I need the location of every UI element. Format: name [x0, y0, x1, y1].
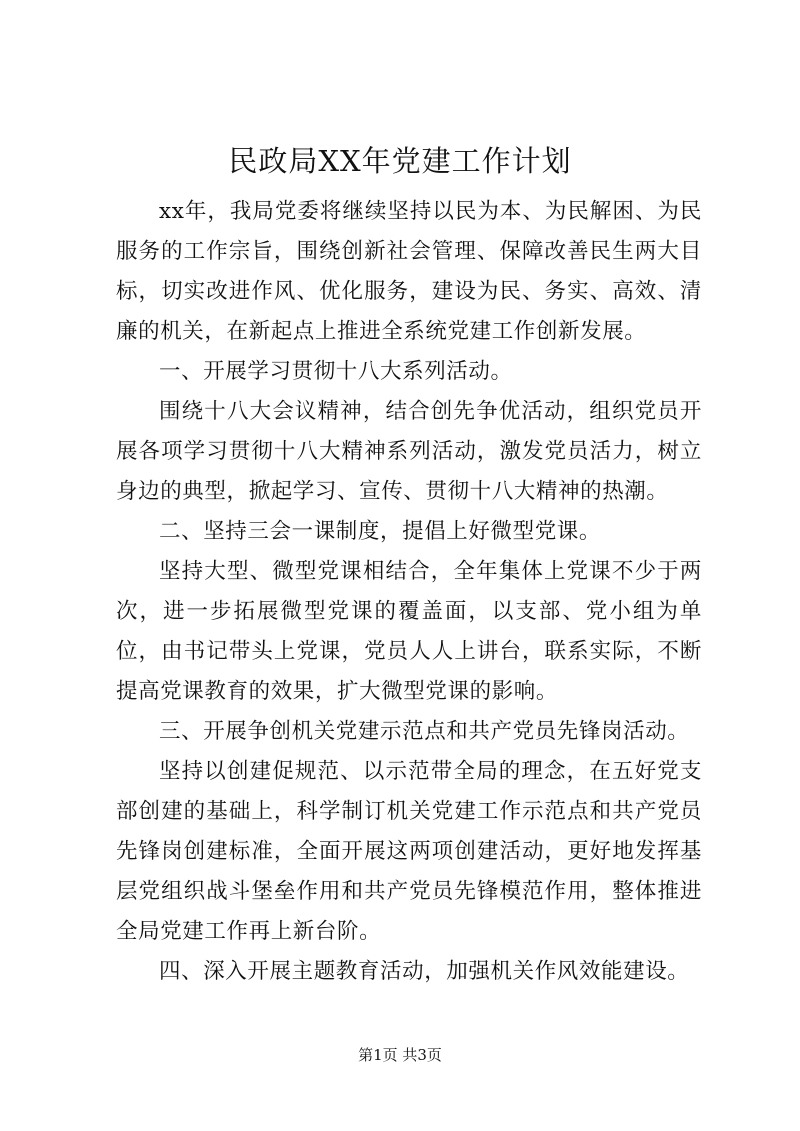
section-heading-4: 四、深入开展主题教育活动，加强机关作风效能建设。: [159, 959, 690, 984]
document-title: 民政局XX年党建工作计划: [228, 144, 572, 178]
intro-paragraph: xx年，我局党委将继续坚持以民为本、为民解困、为民服务的工作宗旨，围绕创新社会管理、保障改善民生两大目标，切实改进作风、优化服务，建设为民、务实、高效、清廉的机关，在新起点上推进全系统党建工作创新发展。: [116, 199, 702, 344]
page-number-footer: 第1页 共3页: [358, 1046, 442, 1064]
section-paragraph-3: 坚持以创建促规范、以示范带全局的理念，在五好党支部创建的基础上，科学制订机关党建工作示范点和共产党员先锋岗创建标准，全面开展这两项创建活动，更好地发挥基层党组织战斗堡垒作用和共产党员先锋模范作用，整体推进全局党建工作再上新台阶。: [116, 759, 702, 944]
document-body: [116, 192, 702, 992]
section-heading-2: 二、坚持三会一课制度，提倡上好微型党课。: [159, 519, 602, 544]
section-paragraph-2: 坚持大型、微型党课相结合，全年集体上党课不少于两次，进一步拓展微型党课的覆盖面，以支部、党小组为单位，由书记带头上党课，党员人人上讲台，联系实际，不断提高党课教育的效果，扩大微型党课的影响。: [116, 559, 702, 704]
section-heading-1: 一、开展学习贯彻十八大系列活动。: [159, 359, 513, 384]
section-paragraph-1: 围绕十八大会议精神，结合创先争优活动，组织党员开展各项学习贯彻十八大精神系列活动，激发党员活力，树立身边的典型，掀起学习、宣传、贯彻十八大精神的热潮。: [116, 399, 702, 504]
section-heading-3: 三、开展争创机关党建示范点和共产党员先锋岗活动。: [159, 719, 690, 744]
